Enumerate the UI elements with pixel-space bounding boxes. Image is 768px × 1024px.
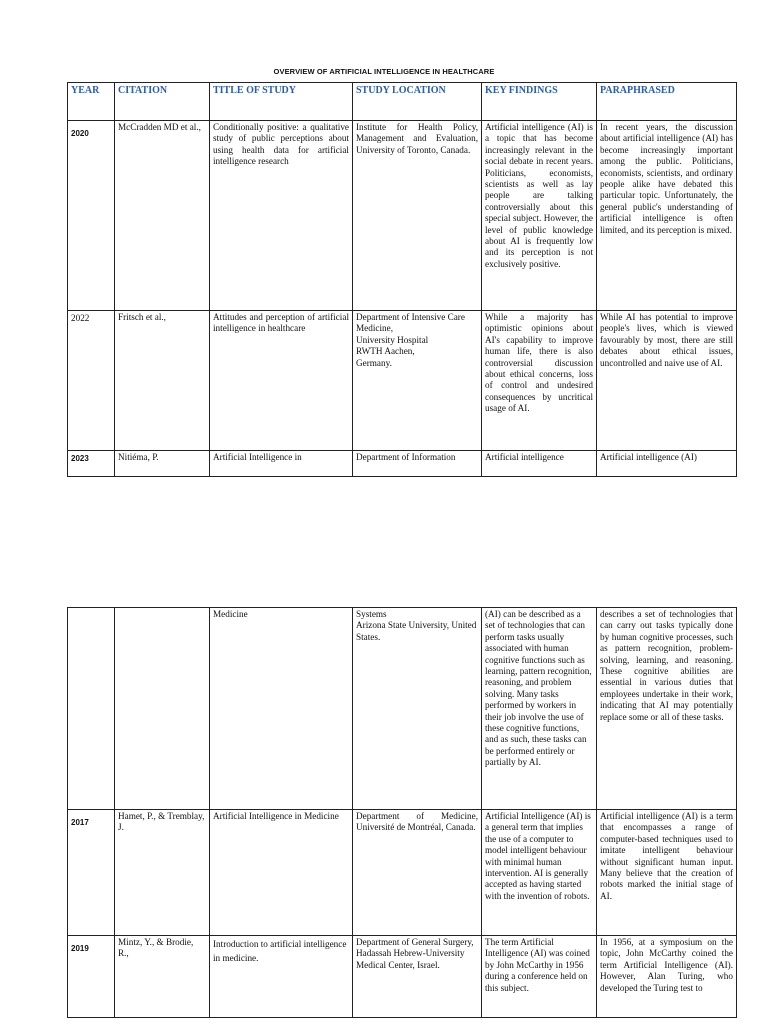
cell-paraphrased: describes a set of technologies that can carry out tasks typically done by human cognitive processes, such as pattern recognition, problem-solving, learning, and reasoning. These cognitive abilities are essential in various duties that employees undertake in their work, indicating that AI may potentially replace some or all of these tasks. xyxy=(597,608,737,810)
cell-title: Introduction to artificial intelligence in medicine. xyxy=(210,936,353,1018)
cell-location: Department of Medicine, Université de Montréal, Canada. xyxy=(353,810,482,936)
cell-location: Systems Arizona State University, United States. xyxy=(353,608,482,810)
cell-paraphrased: In recent years, the discussion about artificial intelligence (AI) has become increasingly important among the public. Politicians, economists, scientists, and ordinary people alike have debated this particular topic. Unfortunately, the general public's understanding of artificial intelligence is often limited, and its perception is mixed. xyxy=(597,121,737,311)
cell-location: Institute for Health Policy, Management and Evaluation, University of Toronto, Canada. xyxy=(353,121,482,311)
cell-title: Artificial Intelligence in Medicine xyxy=(210,810,353,936)
cell-title: Artificial Intelligence in xyxy=(210,451,353,477)
cell-year xyxy=(68,608,115,810)
table-row xyxy=(68,810,737,936)
cell-citation: Hamet, P., & Tremblay, J. xyxy=(115,810,210,936)
cell-location: Department of Information xyxy=(353,451,482,477)
cell-year: 2020 xyxy=(68,121,115,311)
cell-paraphrased: While AI has potential to improve people's lives, which is viewed favourably by most, there are still debates about ethical issues, uncontrolled and naive use of AI. xyxy=(597,311,737,451)
cell-paraphrased: In 1956, at a symposium on the topic, John McCarthy coined the term Artificial Intelligence (AI). However, Alan Turing, who developed the Turing test to xyxy=(597,936,737,1018)
table-row xyxy=(68,608,737,810)
cell-paraphrased: Artificial intelligence (AI) xyxy=(597,451,737,477)
table-row xyxy=(68,936,737,1018)
table-header-row xyxy=(68,83,737,121)
cell-citation: McCradden MD et al., xyxy=(115,121,210,311)
cell-location: Department of Intensive Care Medicine, University Hospital RWTH Aachen, Germany. xyxy=(353,311,482,451)
cell-key-findings: The term Artificial Intelligence (AI) was coined by John McCarthy in 1956 during a conference held on this subject. xyxy=(482,936,597,1018)
cell-year: 2019 xyxy=(68,936,115,1018)
cell-citation xyxy=(115,608,210,810)
cell-key-findings: Artificial intelligence xyxy=(482,451,597,477)
cell-paraphrased: Artificial intelligence (AI) is a term that encompasses a range of computer-based techniques used to imitate intelligent behaviour without significant human input. Many believe that the creation of robots marked the initial stage of AI. xyxy=(597,810,737,936)
header-citation: CITATION xyxy=(115,83,210,121)
document-title: OVERVIEW OF ARTIFICIAL INTELLIGENCE IN HEALTHCARE xyxy=(273,67,495,76)
cell-title: Attitudes and perception of artificial intelligence in healthcare xyxy=(210,311,353,451)
header-study-location: STUDY LOCATION xyxy=(353,83,482,121)
header-year: YEAR xyxy=(68,83,115,121)
header-title-of-study: TITLE OF STUDY xyxy=(210,83,353,121)
cell-title: Medicine xyxy=(210,608,353,810)
cell-year: 2017 xyxy=(68,810,115,936)
table-row xyxy=(68,451,737,477)
overview-table-page-1 xyxy=(67,82,737,477)
header-key-findings: KEY FINDINGS xyxy=(482,83,597,121)
cell-year: 2022 xyxy=(68,311,115,451)
overview-table-page-2 xyxy=(67,607,737,1018)
cell-year: 2023 xyxy=(68,451,115,477)
cell-citation: Nitiéma, P. xyxy=(115,451,210,477)
table-row xyxy=(68,311,737,451)
cell-citation: Fritsch et al., xyxy=(115,311,210,451)
cell-key-findings: (AI) can be described as a set of technologies that can perform tasks usually associated with human cognitive functions such as learning, pattern recognition, reasoning, and problem solving. Many tasks performed by workers in their job involve the use of these cognitive functions, and as such, these tasks can be performed entirely or partially by AI. xyxy=(482,608,597,810)
cell-key-findings: Artificial intelligence (AI) is a topic that has become increasingly relevant in the social debate in recent years. Politicians, economists, scientists as well as lay people are talking controversially about this special subject. However, the level of public knowledge about AI is frequently low and its perception is not exclusively positive. xyxy=(482,121,597,311)
cell-title: Conditionally positive: a qualitative study of public perceptions about using health data for artificial intelligence research xyxy=(210,121,353,311)
table-row xyxy=(68,121,737,311)
cell-location: Department of General Surgery, Hadassah Hebrew-University Medical Center, Israel. xyxy=(353,936,482,1018)
cell-citation: Mintz, Y., & Brodie, R., xyxy=(115,936,210,1018)
cell-key-findings: While a majority has optimistic opinions about AI's capability to improve human life, there is also controversial discussion about ethical concerns, loss of control and undesired consequences by uncritical usage of AI. xyxy=(482,311,597,451)
cell-key-findings: Artificial Intelligence (AI) is a general term that implies the use of a computer to model intelligent behaviour with minimal human intervention. AI is generally accepted as having started with the invention of robots. xyxy=(482,810,597,936)
header-paraphrased: PARAPHRASED xyxy=(597,83,737,121)
